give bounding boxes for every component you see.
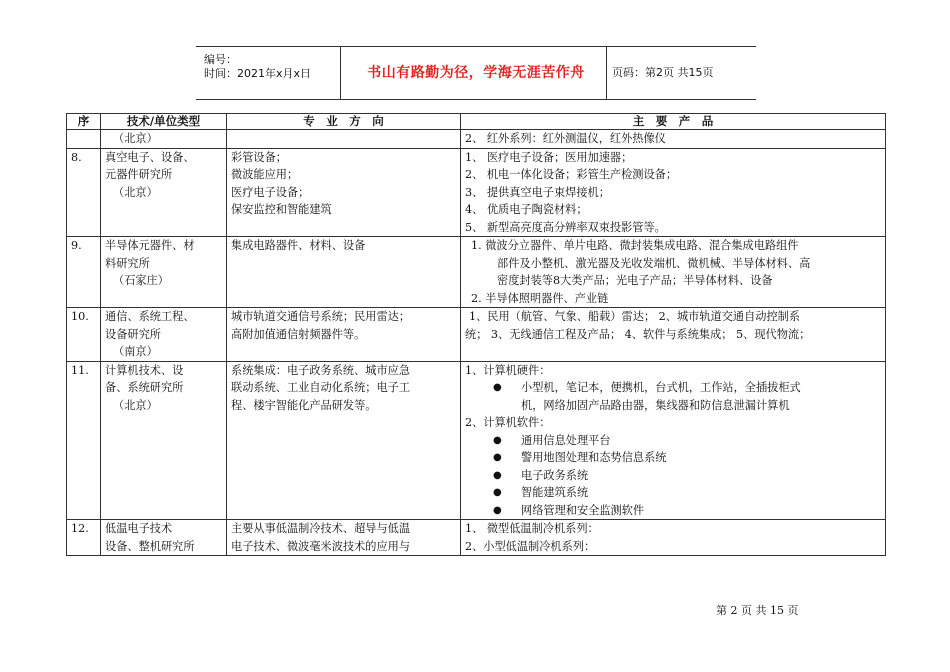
direction-line: 集成电路器件、材料、设备 (231, 239, 366, 252)
page-footer: 第 2 页 共 15 页 (716, 604, 799, 617)
product-line: 4、 优质电子陶瓷材料； (465, 203, 588, 216)
direction-line: 联动系统、工业自动化系统；电子工 (231, 381, 411, 394)
product-line: 机，网络加固产品路由器，集线器和防信息泄漏计算机 (521, 398, 790, 412)
type-line: 设备研究所 (105, 327, 161, 341)
table-header-row (67, 114, 886, 130)
row-seq: 10. (67, 308, 101, 362)
code-label: 编号： (204, 53, 237, 66)
direction-line: 系统集成：电子政务系统、城市应急 (231, 363, 411, 377)
direction-line: 主要从事低温制冷技术、超导与低温 (231, 522, 411, 535)
row-products (461, 520, 886, 556)
table-row (67, 148, 886, 237)
header-divider (340, 47, 341, 99)
row-products (461, 148, 886, 237)
header-meta (204, 53, 311, 81)
direction-line: 保安监控和智能建筑 (231, 203, 332, 216)
bullet-icon: ● (493, 434, 502, 446)
product-line: 1、 医疗电子设备；医用加速器； (465, 150, 633, 164)
row-direction (227, 148, 461, 237)
row-direction (227, 130, 461, 149)
bullet-icon: ● (493, 504, 502, 516)
direction-line: 程、楼宇智能化产品研发等。 (231, 398, 377, 412)
row-products (461, 130, 886, 149)
type-line: 备、系统研究所 (105, 381, 184, 394)
table-row (67, 237, 886, 308)
row-type (101, 237, 227, 308)
product-line: 警用地图处理和态势信息系统 (521, 451, 667, 464)
row-seq (67, 130, 101, 149)
direction-line: 高附加值通信射频器件等。 (231, 327, 366, 341)
time-label: 时间：2021年x月x日 (204, 67, 312, 80)
type-line: 设备、整机研究所 (105, 539, 195, 553)
type-line: 元器件研究所 (105, 168, 173, 181)
product-bullet (465, 379, 881, 414)
row-products (461, 308, 886, 362)
row-direction (227, 361, 461, 520)
product-line: 网络管理和安全监测软件 (521, 503, 645, 517)
product-line: 2、小型低温制冷机系列： (465, 539, 596, 553)
type-line: 真空电子、设备、 (105, 150, 195, 164)
type-line: 通信、系统工程、 (105, 310, 195, 323)
product-line: 电子政务系统 (521, 468, 589, 482)
direction-line: 微波能应用； (231, 168, 299, 181)
institute-table (66, 113, 886, 556)
product-line: 1. 微波分立器件、单片电路、微封装集成电路、混合集成电路组件 (471, 239, 799, 252)
table-row (67, 361, 886, 520)
row-seq: 9. (67, 237, 101, 308)
direction-line: 医疗电子设备； (231, 185, 310, 199)
row-type (101, 148, 227, 237)
product-line: 5、 新型高亮度高分辨率双束投影管等。 (465, 220, 666, 234)
product-line: 2. 半导体照明器件、产业链 (471, 291, 609, 305)
product-line: 3、 提供真空电子束焊接机； (465, 185, 610, 199)
product-line: 统； 3、无线通信工程及产品； 4、软件与系统集成； 5、现代物流； (465, 327, 811, 341)
col-header-seq: 序 (67, 114, 101, 130)
row-direction (227, 520, 461, 556)
row-type (101, 130, 227, 149)
row-direction (227, 308, 461, 362)
row-seq: 8. (67, 148, 101, 237)
row-products (461, 361, 886, 520)
table-row (67, 130, 886, 149)
bullet-icon: ● (493, 452, 502, 463)
direction-line: 城市轨道交通信号系统；民用雷达； (231, 310, 411, 323)
product-bullet (465, 502, 881, 520)
header-motto: 书山有路勤为径，学海无涯苦作舟 (367, 65, 585, 81)
type-line: （北京） (113, 132, 158, 145)
direction-line: 电子技术、微波毫米波技术的应用与 (231, 539, 411, 553)
product-line: 智能建筑系统 (521, 486, 589, 499)
header-divider (606, 47, 607, 99)
row-direction (227, 237, 461, 308)
product-line: 1、 微型低温制冷机系列： (465, 522, 599, 535)
row-seq: 11. (67, 361, 101, 520)
product-bullet (465, 432, 881, 450)
product-line: 通用信息处理平台 (521, 433, 611, 447)
col-header-products: 主 要 产 品 (461, 114, 886, 130)
type-line: 低温电子技术 (105, 522, 173, 535)
product-heading: 1、计算机硬件： (465, 363, 551, 377)
table-row (67, 308, 886, 362)
product-bullet (465, 449, 881, 467)
row-type (101, 361, 227, 520)
product-line: 小型机，笔记本，便携机，台式机，工作站，全插拔柜式 (521, 381, 801, 394)
page-header (196, 46, 756, 100)
table-row (67, 520, 886, 556)
type-line: （北京） (113, 185, 158, 199)
bullet-icon: ● (493, 487, 502, 498)
type-line: 计算机技术、设 (105, 363, 184, 377)
product-line: 密度封装等8大类产品；光电子产品；半导体材料、设备 (497, 274, 773, 287)
product-bullet (465, 467, 881, 485)
type-line: （北京） (113, 398, 158, 412)
product-line: 2、 机电一体化设备；彩管生产检测设备； (465, 168, 678, 181)
row-type (101, 308, 227, 362)
row-type (101, 520, 227, 556)
bullet-icon: ● (493, 469, 502, 481)
bullet-icon: ● (493, 382, 502, 393)
product-line: 2、 红外系列：红外测温仪，红外热像仪 (465, 132, 666, 145)
product-bullet (465, 484, 881, 502)
col-header-type: 技术/单位类型 (101, 114, 227, 130)
row-seq: 12. (67, 520, 101, 556)
type-line: （南京） (113, 345, 158, 358)
product-line: 部件及小整机、激光器及光收发端机、微机械、半导体材料、高 (497, 256, 811, 270)
col-header-direction: 专 业 方 向 (227, 114, 461, 130)
type-line: （石家庄） (113, 274, 169, 287)
direction-line: 彩管设备； (231, 150, 287, 164)
type-line: 料研究所 (105, 256, 150, 270)
row-products (461, 237, 886, 308)
product-heading: 2、计算机软件： (465, 416, 551, 429)
page-indicator: 页码：第2页 共15页 (612, 66, 714, 79)
product-line: 1、民用（航管、气象、船载）雷达； 2、城市轨道交通自动控制系 (469, 310, 801, 323)
type-line: 半导体元器件、材 (105, 239, 195, 252)
